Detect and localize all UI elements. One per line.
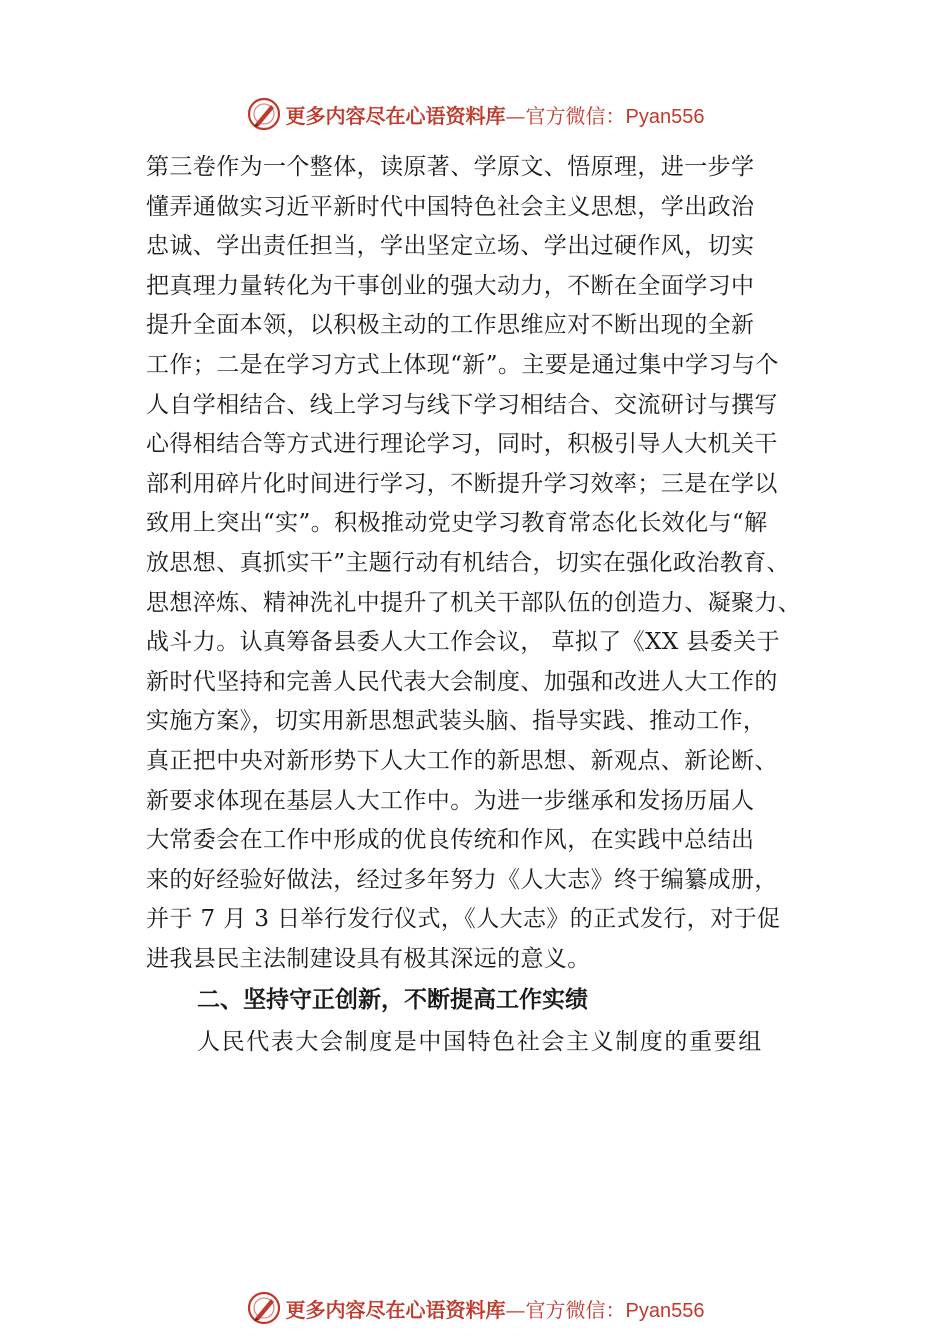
footer-banner-text: [286, 1294, 705, 1323]
header-banner-text: [286, 100, 705, 129]
body-line: 第三卷作为一个整体，读原著、学原文、悟原理，进一步学: [146, 154, 755, 180]
footer-banner: [0, 1286, 950, 1330]
body-line: 提升全面本领，以积极主动的工作思维应对不断出现的全新: [146, 312, 755, 339]
body-line: 思想淬炼、精神洗礼中提升了机关干部队伍的创造力、凝聚力、: [146, 589, 802, 616]
body-paragraph: [146, 148, 846, 979]
header-banner-main: 更多内容尽在心语资料库: [285, 103, 506, 128]
body-line: 新要求体现在基层人大工作中。为进一步继承和发扬历届人: [146, 787, 755, 814]
footer-banner-contact: 官方微信：Pyan556: [525, 1299, 705, 1322]
body-line: 进我县民主法制建设具有极其深远的意义。: [146, 945, 591, 972]
body-line: 放思想、真抓实干”主题行动有机结合，切实在强化政治教育、: [146, 549, 790, 576]
header-banner: [0, 92, 950, 136]
section-heading: 二、坚持守正创新，不断提高工作实绩: [197, 987, 588, 1013]
body-line: 并于 7 月 3 日举行发行仪式，《人大志》的正式发行，对于促: [146, 906, 781, 933]
next-paragraph-start: 人民代表大会制度是中国特色社会主义制度的重要组: [197, 1029, 763, 1055]
body-line: 懂弄通做实习近平新时代中国特色社会主义思想，学出政治: [146, 193, 755, 220]
body-line: 致用上突出“实”。积极推动党史学习教育常态化长效化与“解: [146, 510, 768, 537]
body-line: 人自学相结合、线上学习与线下学习相结合、交流研讨与撰写: [146, 391, 778, 418]
pen-logo-icon: [246, 1290, 282, 1326]
body-line: 真正把中央对新形势下人大工作的新思想、新观点、新论断、: [146, 747, 778, 774]
body-line: 工作；二是在学习方式上体现“新”。主要是通过集中学习与个: [146, 351, 779, 378]
body-line: 来的好经验好做法，经过多年努力《人大志》终于编纂成册，: [146, 866, 778, 893]
footer-banner-separator: —: [505, 1297, 526, 1322]
body-line: 实施方案》，切实用新思想武装头脑、指导实践、推动工作，: [146, 708, 767, 735]
body-line: 大常委会在工作中形成的优良传统和作风，在实践中总结出: [146, 827, 755, 854]
body-line: 把真理力量转化为干事创业的强大动力，不断在全面学习中: [146, 272, 755, 299]
body-line: 忠诚、学出责任担当，学出坚定立场、学出过硬作风，切实: [146, 233, 755, 260]
body-line: 心得相结合等方式进行理论学习，同时，积极引导人大机关干: [146, 431, 778, 458]
footer-banner-main: 更多内容尽在心语资料库: [285, 1297, 506, 1322]
header-banner-contact: 官方微信：Pyan556: [525, 105, 705, 128]
body-line: 新时代坚持和完善人民代表大会制度、加强和改进人大工作的: [146, 668, 778, 695]
body-line: 战斗力。认真筹备县委人大工作会议， 草拟了《XX 县委关于: [146, 629, 780, 656]
header-banner-separator: —: [505, 103, 526, 128]
pen-logo-icon: [246, 96, 282, 132]
body-line: 部利用碎片化时间进行学习，不断提升学习效率；三是在学以: [146, 470, 778, 497]
